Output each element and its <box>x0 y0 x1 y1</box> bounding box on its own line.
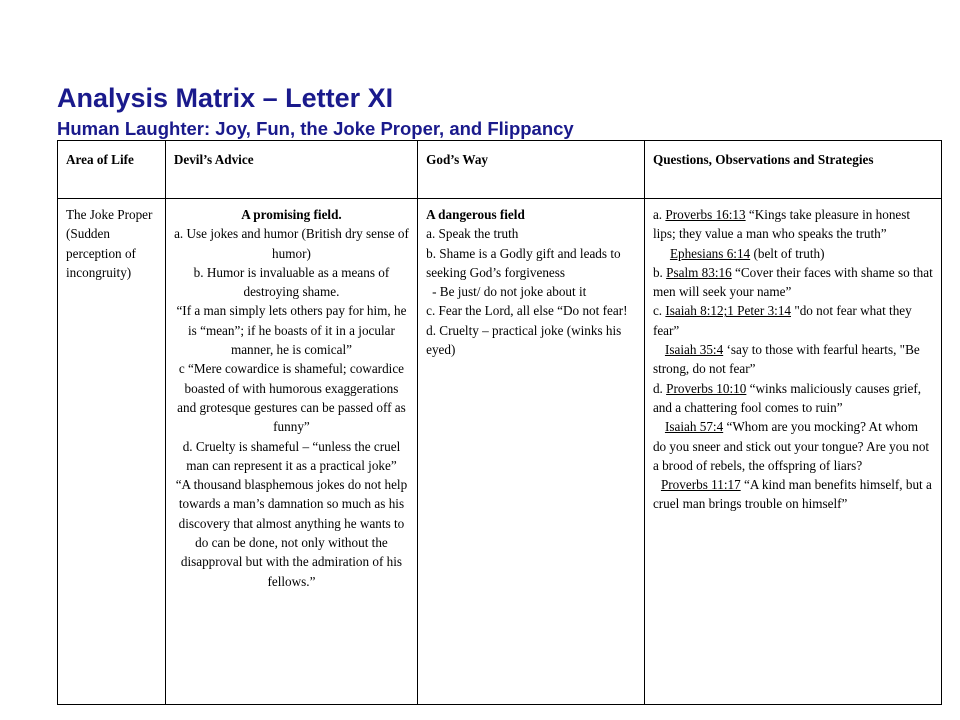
devil-point-c: c “Mere cowardice is shameful; cowardice boasted of with humorous exaggerations and grotesque gestures can be passed off as funny” <box>177 361 406 435</box>
header-devils-advice: Devil’s Advice <box>165 141 417 199</box>
gods-way-cell <box>418 199 645 705</box>
god-point-d: d. Cruelty – practical joke (winks his eyed) <box>426 322 622 358</box>
prefix: c. <box>652 303 666 319</box>
header-questions: Questions, Observations and Strategies <box>644 141 941 199</box>
questions-cell <box>644 199 941 705</box>
scripture-reference: Proverbs 11:17 <box>660 477 741 493</box>
devil-point-a: a. Use jokes and humor (British dry sense of humor) <box>174 226 409 261</box>
area-line: perception of <box>66 245 136 261</box>
devil-heading: A promising field. <box>241 207 342 222</box>
area-cell <box>58 199 166 705</box>
scripture-text: “Cover their faces with shame so that men will seek your name” <box>652 264 933 300</box>
scripture-reference: Isaiah 8:12;1 Peter 3:14 <box>665 303 792 319</box>
question-d2 <box>653 417 933 475</box>
question-d3 <box>653 475 933 514</box>
god-point-c: c. Fear the Lord, all else “Do not fear! <box>426 303 628 319</box>
scripture-text: "do not fear what they fear” <box>652 303 912 338</box>
question-c2 <box>653 340 933 379</box>
scripture-reference: Ephesians 6:14 <box>669 245 751 261</box>
devil-point-d: d. Cruelty is shameful – “unless the cruel man can represent it as a practical joke” <box>182 438 401 473</box>
devil-quote: “A thousand blasphemous jokes do not help towards a man’s damnation so much as his discovery that almost anything he wants to do can be done, not only without the disapproval but with the admiration of his fellows.” <box>175 477 408 589</box>
question-b <box>653 263 933 302</box>
question-a2 <box>653 244 933 263</box>
table-row <box>58 199 942 705</box>
scripture-reference: Proverbs 16:13 <box>665 207 746 222</box>
prefix: a. <box>652 207 666 222</box>
scripture-text: ‘say to those with fearful hearts, "Be strong, do not fear” <box>652 342 920 377</box>
scripture-reference: Psalm 83:16 <box>666 264 732 280</box>
prefix: d. <box>652 380 667 396</box>
scripture-text: “Whom are you mocking? At whom do you sneer and stick out your tongue? Are you not a brood of rebels, the offspring of liars? <box>652 419 930 473</box>
scripture-text: (belt of truth) <box>750 245 825 261</box>
question-c <box>653 301 933 340</box>
area-line: The Joke Proper <box>66 207 153 222</box>
god-heading: A dangerous field <box>426 207 525 222</box>
header-gods-way: God’s Way <box>418 141 645 199</box>
scripture-reference: Proverbs 10:10 <box>666 380 747 396</box>
scripture-text: “winks maliciously causes grief, and a chattering fool comes to ruin” <box>652 380 922 415</box>
prefix: b. <box>652 264 667 280</box>
devils-advice-cell <box>165 199 417 705</box>
page-title: Analysis Matrix – Letter XI <box>57 83 394 113</box>
page-subtitle: Human Laughter: Joy, Fun, the Joke Proper, and Flippancy <box>57 118 574 139</box>
scripture-text: “Kings take pleasure in honest lips; they value a man who speaks the truth” <box>652 207 911 242</box>
god-point-b: b. Shame is a Godly gift and leads to seeking God’s forgiveness <box>426 245 621 280</box>
god-point-a: a. Speak the truth <box>426 226 519 242</box>
analysis-matrix-table <box>57 140 942 705</box>
devil-quote: “If a man simply lets others pay for him, he is “mean”; if he boasts of it in a jocular manner, he is comical” <box>176 303 407 358</box>
question-d <box>653 379 933 418</box>
scripture-reference: Isaiah 57:4 <box>664 419 724 435</box>
question-a <box>653 205 933 244</box>
area-line: (Sudden <box>66 226 110 242</box>
scripture-text: “A kind man benefits himself, but a cruel man brings trouble on himself” <box>652 477 932 512</box>
header-area-of-life: Area of Life <box>58 141 166 199</box>
god-point-b-sub: - Be just/ do not joke about it <box>432 284 587 300</box>
area-line: incongruity) <box>66 264 132 280</box>
devil-point-b: b. Humor is invaluable as a means of destroying shame. <box>193 264 390 300</box>
scripture-reference: Isaiah 35:4 <box>664 342 724 358</box>
table-header-row <box>58 141 942 199</box>
